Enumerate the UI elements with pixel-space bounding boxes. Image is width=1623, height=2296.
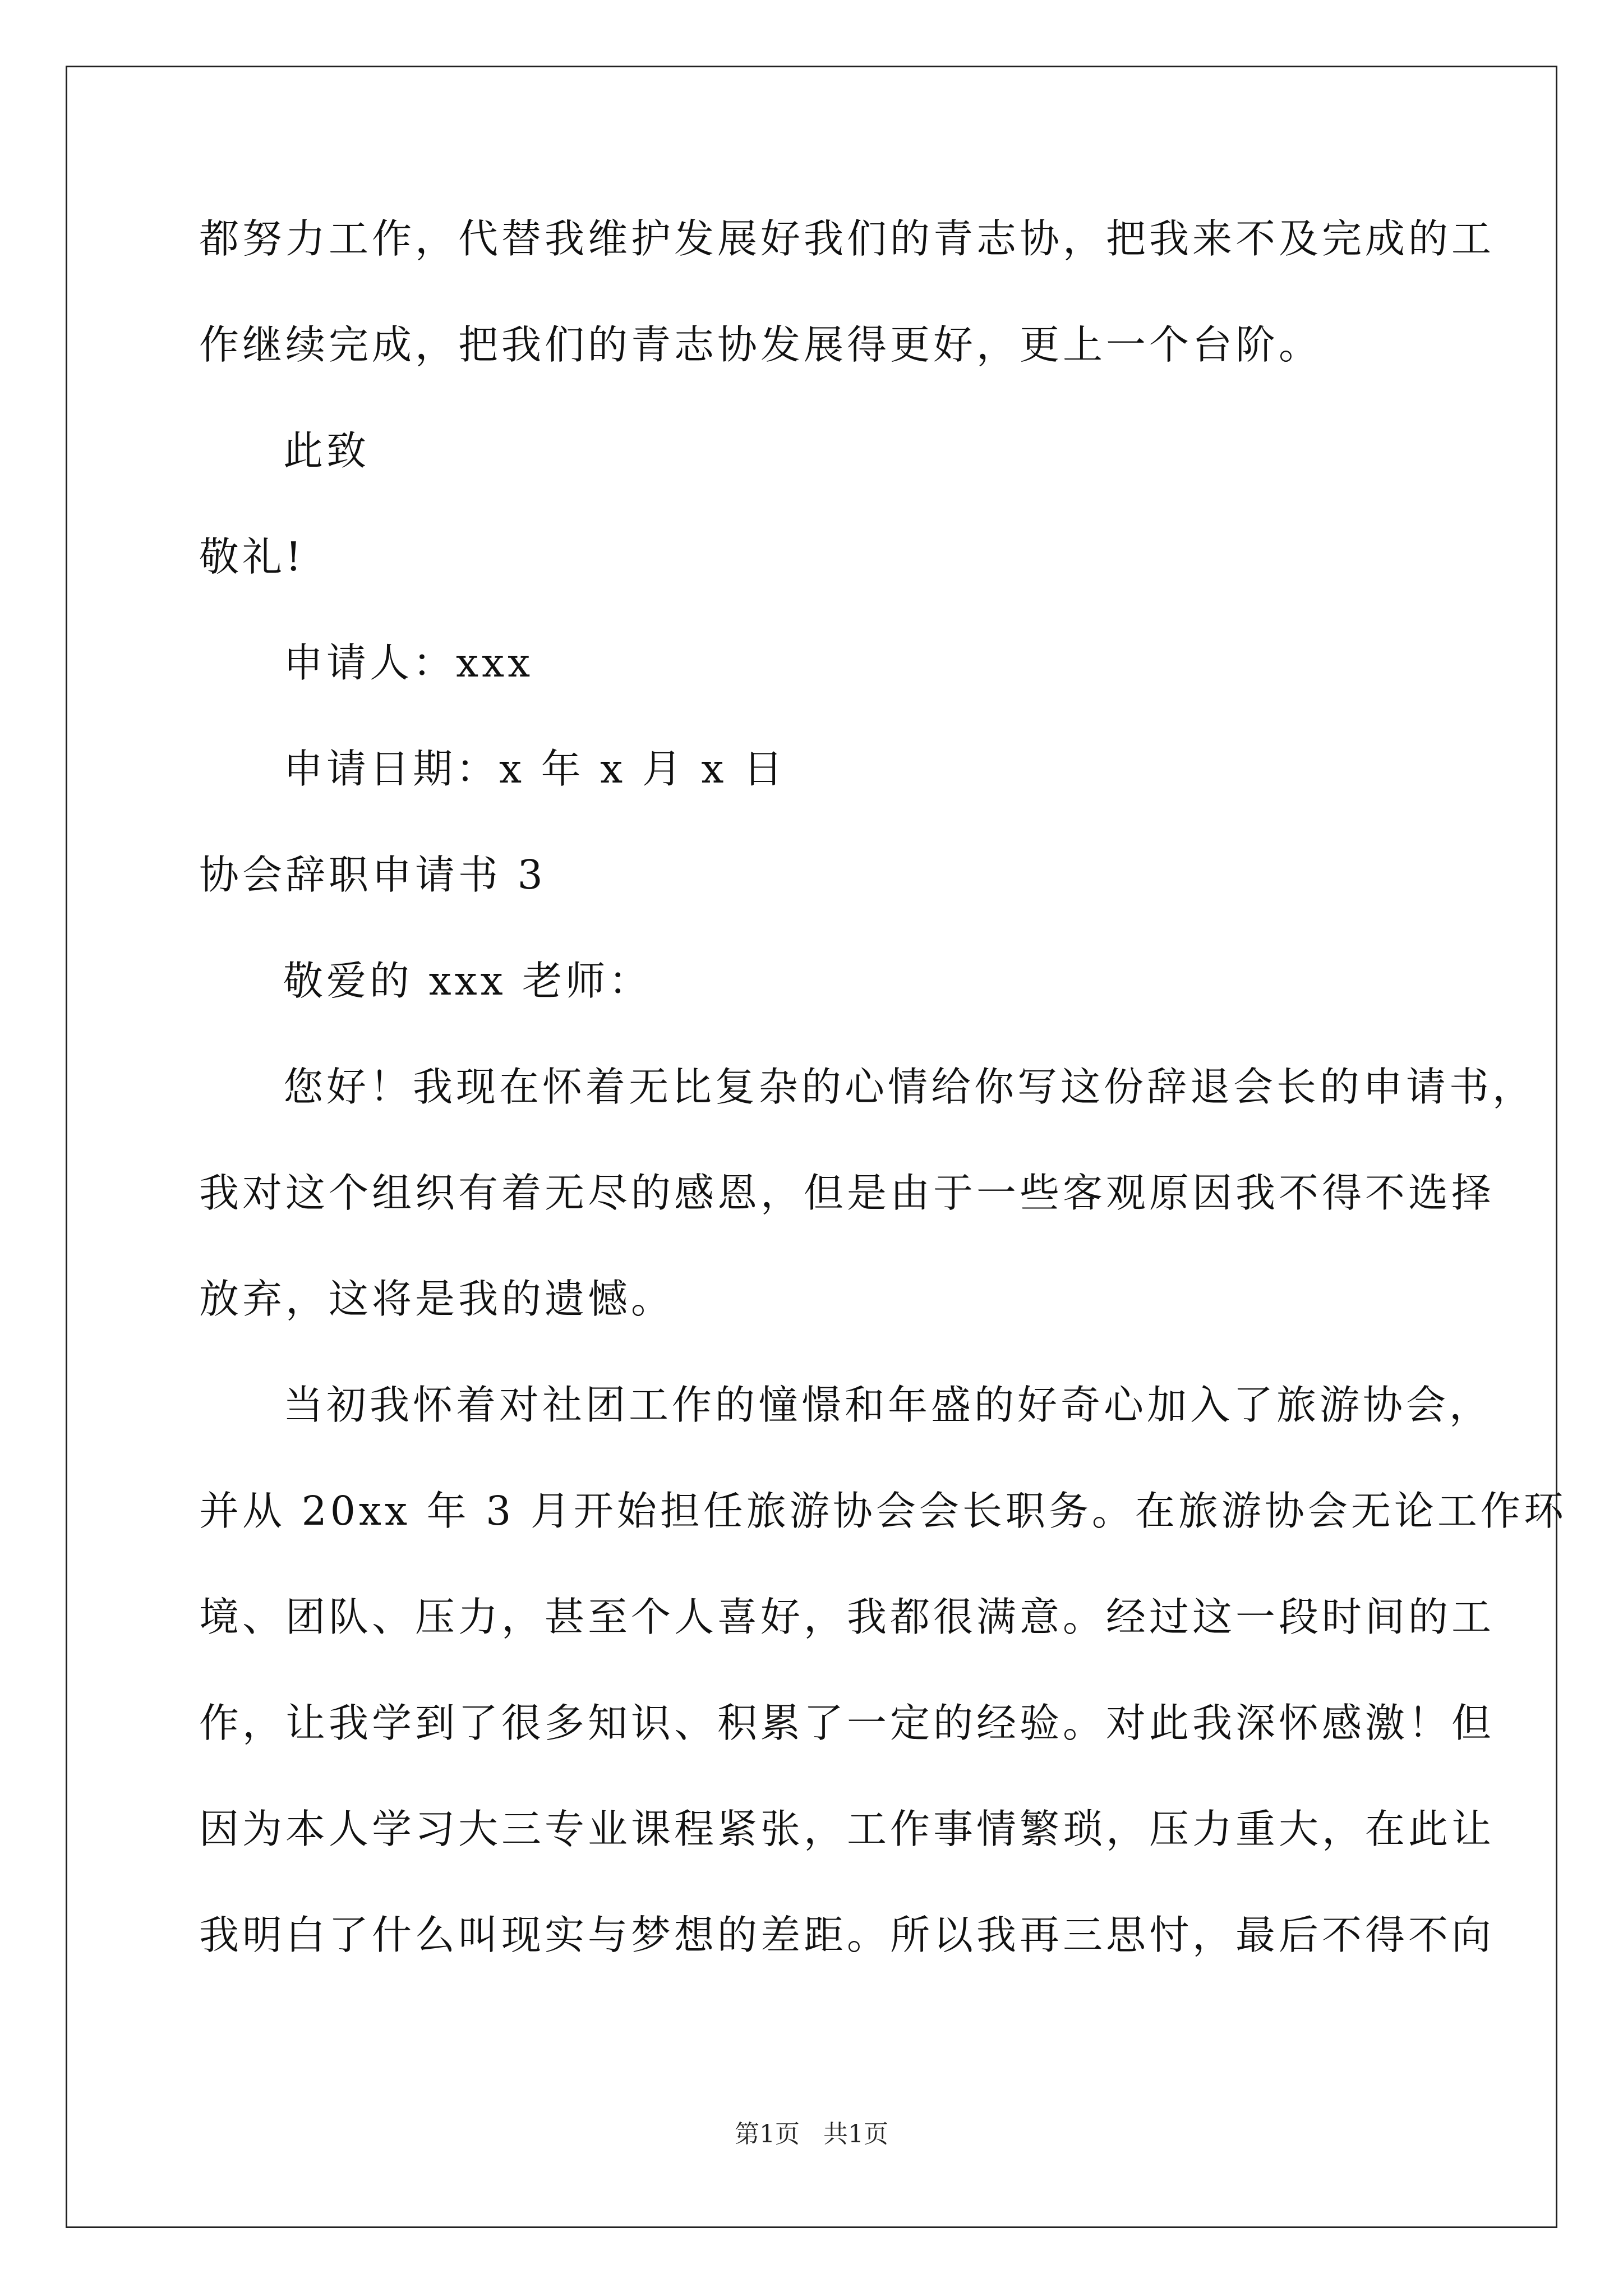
closing-salutation: 此致 (283, 427, 370, 474)
page-number: 第1页 (735, 2120, 800, 2148)
applicant-name: 申请人：xxx (283, 639, 534, 686)
text-line: 当初我怀着对社团工作的憧憬和年盛的好奇心加入了旅游协会， (283, 1382, 1493, 1428)
page-footer (0, 2122, 1623, 2147)
document-body (199, 215, 1567, 1958)
text-line: 放弃，这将是我的遗憾。 (199, 1276, 675, 1322)
application-date: 申请日期：x 年 x 月 x 日 (283, 746, 786, 792)
text-line: 作继续完成，把我们的青志协发展得更好，更上一个台阶。 (199, 321, 1322, 368)
text-line: 我明白了什么叫现实与梦想的差距。所以我再三思忖，最后不得不向 (199, 1912, 1495, 1958)
text-line: 我对这个组织有着无尽的感恩，但是由于一些客观原因我不得不选择 (199, 1170, 1495, 1216)
text-line: 您好！我现在怀着无比复杂的心情给你写这份辞退会长的申请书， (283, 1064, 1536, 1110)
closing-regards: 敬礼! (199, 533, 305, 580)
page-total: 共1页 (823, 2120, 888, 2148)
text-line: 都努力工作，代替我维护发展好我们的青志协，把我来不及完成的工 (199, 215, 1495, 262)
section-heading: 协会辞职申请书 3 (199, 852, 546, 898)
text-line: 作，让我学到了很多知识、积累了一定的经验。对此我深怀感激！但 (199, 1700, 1495, 1746)
text-line: 因为本人学习大三专业课程紧张，工作事情繁琐，压力重大，在此让 (199, 1806, 1495, 1852)
greeting: 敬爱的 xxx 老师： (283, 958, 652, 1004)
text-line: 境、团队、压力，甚至个人喜好，我都很满意。经过这一段时间的工 (199, 1594, 1495, 1640)
text-line: 并从 20xx 年 3 月开始担任旅游协会会长职务。在旅游协会无论工作环 (199, 1488, 1567, 1534)
